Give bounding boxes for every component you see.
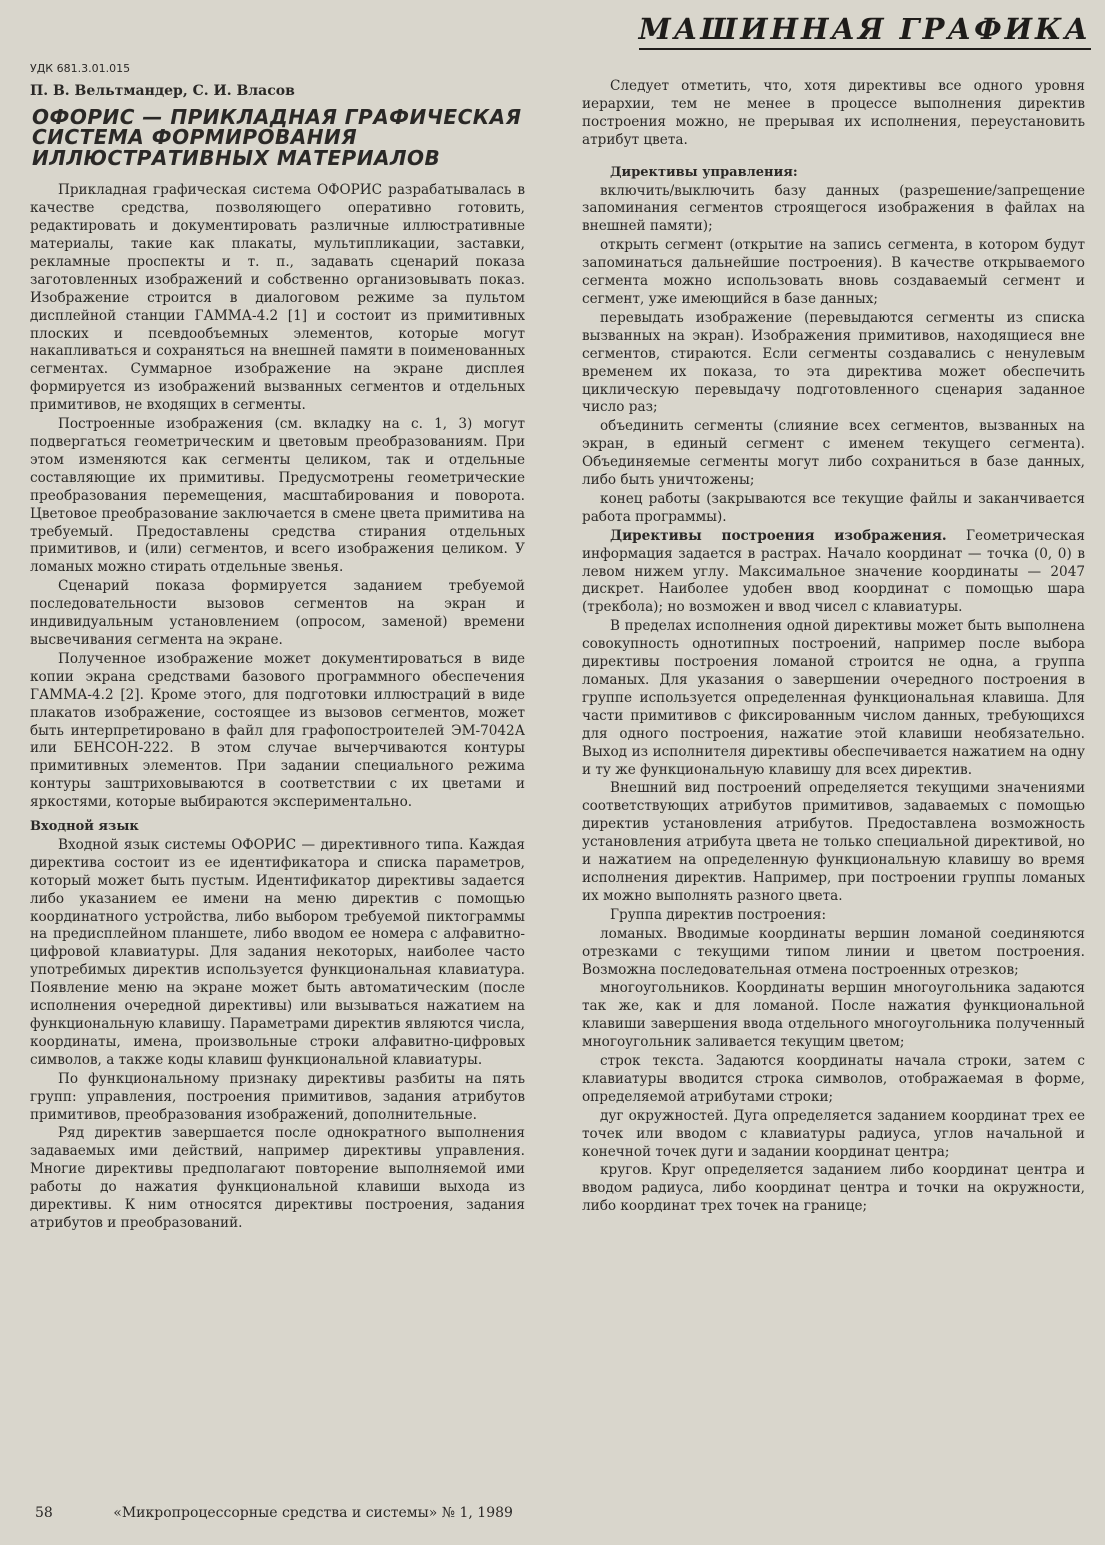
paragraph: В пределах исполнения одной директивы может быть выполнена совокупность однотипных построений, например после выбора директивы построения ломаной строится не одна, а группа ломаных. Для указания о завершении очередного построения в группе используется определенная функциональная клавиша. Для части примитивов с фиксированным числом данных, требующихся для одного построения, нажатие этой клавиши необязательно. Выход из исполнителя директивы обеспечивается нажатием на одну и ту же функциональную клавишу для всех директив.	[582, 618, 1085, 778]
page-footer	[35, 1505, 513, 1521]
paragraph: Построенные изображения (см. вкладку на с. 1, 3) могут подвергаться геометрическим и цветовым преобразованиям. При этом изменяются как сегменты целиком, так и отдельные составляющие их примитивы. Предусмотрены геометрические преобразования перемещения, масштабирования и поворота. Цветовое преобразование заключается в смене цвета примитива на требуемый. Предоставлены средства стирания отдельных примитивов, и (или) сегментов, и всего изображения целиком. У ломаных можно стирать отдельные звенья.	[30, 416, 525, 576]
list-item: ломаных. Вводимые координаты вершин ломаной соединяются отрезками с текущими типом линии и цветом построения. Возможна последовательная отмена построенных отрезков;	[582, 925, 1085, 978]
udk-code: УДК 681.3.01.015	[30, 62, 131, 75]
list-item: кругов. Круг определяется заданием либо координат центра и вводом радиуса, либо координат центра и точки на окружности, либо координат трех точек на границе;	[582, 1162, 1085, 1215]
paragraph: Следует отметить, что, хотя директивы все одного уровня иерархии, тем не менее в процессе выполнения директив построения можно, не прерывая их исполнения, переустановить атрибут цвета.	[582, 78, 1085, 148]
paragraph: Сценарий показа формируется заданием требуемой последовательности вызовов сегментов на экран и индивидуальным установлением (опросом, заменой) времени высвечивания сегмента на экране.	[30, 578, 525, 648]
list-item: строк текста. Задаются координаты начала строки, затем с клавиатуры вводится строка символов, отображаемая в форме, определяемой атрибутами строки;	[582, 1053, 1085, 1105]
list-item: объединить сегменты (слияние всех сегментов, вызванных на экран, в единый сегмент с именем текущего сегмента). Объединяемые сегменты могут либо сохраниться в базе данных, либо быть уничтожены;	[582, 418, 1085, 489]
section-heading-input-language: Входной язык	[30, 819, 139, 835]
paragraph: Внешний вид построений определяется текущими значениями соответствующих атрибутов примитивов, задаваемых с помощью директив установления атрибутов. Предоставлена возможность установления атрибута цвета не только специальной директивой, но и нажатием на определенную функциональную клавишу во время исполнения директив. Например, при построении группы ломаных их можно выполнять разного цвета.	[582, 780, 1085, 904]
section-rubric: МАШИННАЯ ГРАФИКА	[639, 12, 1091, 50]
page-number: 58	[35, 1505, 53, 1521]
paragraph: Группа директив построения:	[610, 906, 827, 923]
paragraph: По функциональному признаку директивы разбиты на пять групп: управления, построения примитивов, задания атрибутов примитивов, преобразования изображений, дополнительные.	[30, 1070, 525, 1123]
paragraph: Входной язык системы ОФОРИС — директивного типа. Каждая директива состоит из ее идентификатора и списка параметров, который может быть пустым. Идентификатор директивы задается либо указанием ее имени на меню директив с помощью координатного устройства, либо выбором требуемой пиктограммы на предисплейном планшете, либо вводом ее номера с алфавитно-цифровой клавиатуры. Для задания некоторых, наиболее часто употребимых директив используется функциональная клавиатура. Появление меню на экране может быть автоматическим (после исполнения очередной директивы) или вызываться нажатием на функциональную клавишу. Параметрами директив являются числа, координаты, имена, произвольные строки алфавитно-цифровых символов, а также коды клавиш функциональной клавиатуры.	[30, 836, 525, 1068]
journal-reference: «Микропроцессорные средства и системы» № 1, 1989	[113, 1505, 513, 1521]
article-authors: П. В. Вельтмандер, С. И. Власов	[30, 82, 295, 99]
list-item: открыть сегмент (открытие на запись сегмента, в котором будут запоминаться дальнейшие построения). В качестве открываемого сегмента можно использовать вновь создаваемый сегмент и сегмент, уже имеющийся в базе данных;	[582, 237, 1085, 307]
section-heading-control-directives: Директивы управления:	[610, 164, 798, 180]
list-item: включить/выключить базу данных (разрешение/запрещение запоминания сегментов строящегося изображения в файлах на внешней памяти);	[582, 182, 1085, 235]
list-item: конец работы (закрываются все текущие файлы и заканчивается работа программы).	[582, 490, 1085, 525]
list-item: многоугольников. Координаты вершин многоугольника задаются так же, как и для ломаной. После нажатия функциональной клавиши завершения ввода отдельного многоугольника полученный многоугольник заливается текущим цветом;	[582, 980, 1085, 1051]
list-item: перевыдать изображение (перевыдаются сегменты из списка вызванных на экран). Изображения примитивов, находящиеся вне сегментов, стираются. Если сегменты создавались с ненулевым временем их показа, то эта директива может обеспечить циклическую перевыдачу подготовленного сценария заданное число раз;	[582, 309, 1085, 416]
run-in-heading-build-directives: Директивы построения изображения.	[610, 527, 947, 544]
paragraph: Прикладная графическая система ОФОРИС разрабатывалась в качестве средства, позволяющего оперативно готовить, редактировать и документировать различные иллюстративные материалы, такие как плакаты, мультипликации, заставки, рекламные проспекты и т. п., задавать сценарий показа заготовленных изображений и собственно организовывать показ. Изображение строится в диалоговом режиме за пультом дисплейной станции ГАММА-4.2 [1] и состоит из примитивных плоских и псевдообъемных элементов, которые могут накапливаться и сохраняться на внешней памяти в поименованных сегментах. Суммарное изображение на экране дисплея формируется из изображений вызванных сегментов и отдельных примитивов, не входящих в сегменты.	[30, 182, 525, 414]
paragraph: Полученное изображение может документироваться в виде копии экрана средствами базового программного обеспечения ГАММА-4.2 [2]. Кроме этого, для подготовки иллюстраций в виде плакатов изображение, состоящее из вызовов сегментов, может быть интерпретировано в файл для графопостроителей ЭМ-7042А или БЕНСОН-222. В этом случае вычерчиваются контуры примитивных элементов. При задании специального режима контуры заштриховываются в соответствии с их цветами и яркостями, которые выбираются экспериментально.	[30, 650, 525, 811]
right-column	[582, 78, 1085, 1490]
list-item: дуг окружностей. Дуга определяется заданием координат трех ее точек или вводом с клавиатуры радиуса, углов начальной и конечной точек дуги и задании координат центра;	[582, 1107, 1085, 1160]
paragraph	[582, 528, 1085, 618]
paragraph: Ряд директив завершается после однократного выполнения задаваемых ими действий, например директивы управления. Многие директивы предполагают повторение выполняемой ими работы до нажатия функциональной клавиши выхода из директивы. К ним относятся директивы построения, задания атрибутов и преобразований.	[30, 1125, 525, 1231]
article-title: ОФОРИС — ПРИКЛАДНАЯ ГРАФИЧЕСКАЯ СИСТЕМА ФОРМИРОВАНИЯ ИЛЛЮСТРАТИВНЫХ МАТЕРИАЛОВ	[32, 104, 522, 170]
left-column	[30, 60, 525, 1472]
paragraph-text: Геометрическая информация задается в растрах. Начало координат — точка (0, 0) в левом нижем углу. Максимальное значение координаты — 2047 дискрет. Наиболее удобен ввод координат с помощью шара (трекбола); но возможен и ввод чисел с клавиатуры.	[582, 527, 1085, 616]
